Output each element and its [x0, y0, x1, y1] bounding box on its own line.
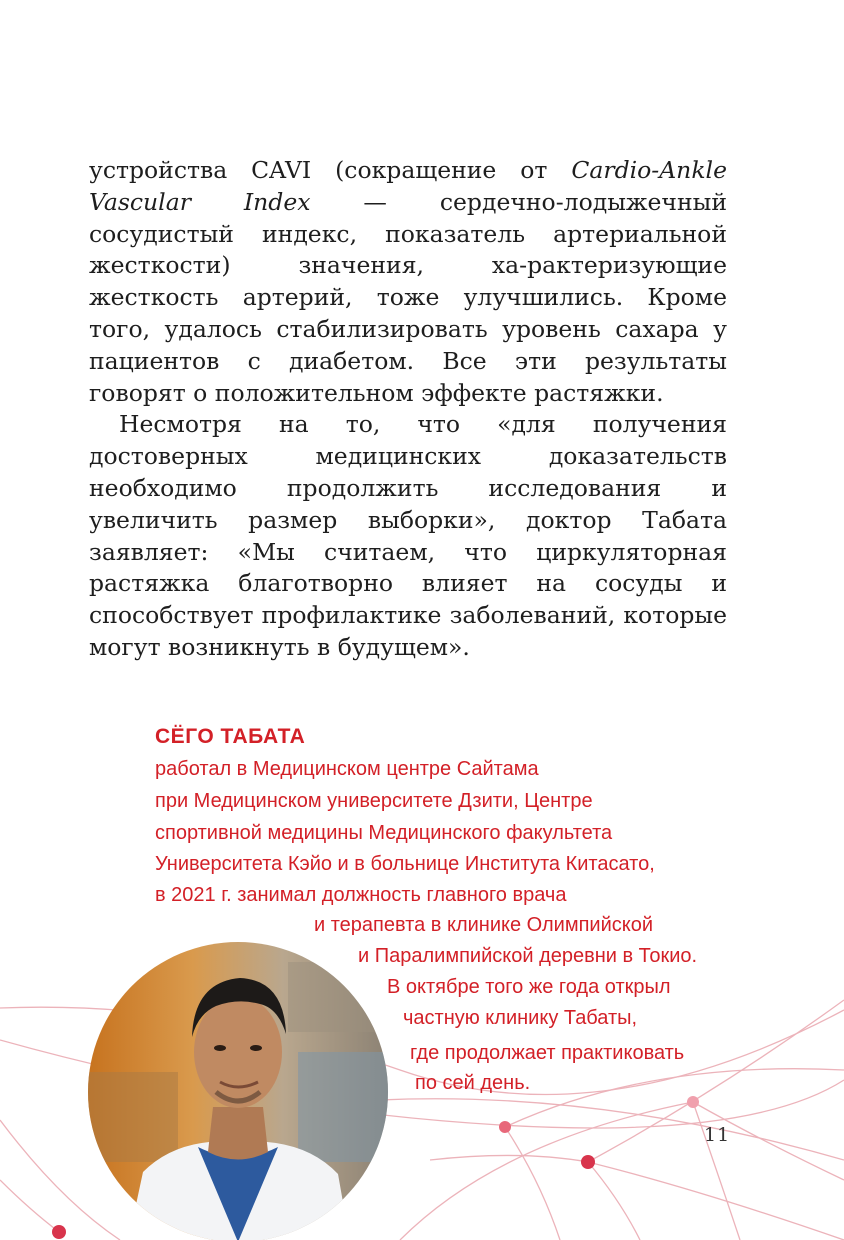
- bio-line: частную клинику Табаты,: [403, 1007, 638, 1029]
- bio-line: работал в Медицинском центре Сайтама: [155, 758, 539, 780]
- author-name: СЁГО ТАБАТА: [155, 725, 306, 748]
- author-photo: [88, 942, 388, 1240]
- bio-line: и терапевта в клинике Олимпийской: [314, 914, 654, 936]
- paragraph-2: Несмотря на то, что «для получения достоверных медицинских доказательств необходимо продолжить исследования и увеличить размер выборки», доктор Табата заявляет: «Мы считаем, что циркуляторная растяжка благотворно влияет на сосуды и способствует профилактике заболеваний, которые могут возникнуть в будущем».: [89, 410, 727, 661]
- italic-term: Cardio-Ankle Vascular Index: [89, 156, 727, 216]
- bio-line: где продолжает практиковать: [410, 1042, 685, 1064]
- page-number: 11: [704, 1124, 731, 1146]
- paragraph-1: устройства CAVI (сокращение от Cardio-Ankle Vascular Index — сердечно-лодыжечный сосудистый индекс, показатель артериальной жесткости) значения, ха-рактеризующие жесткость артерий, тоже улучшились. Кроме того, удалось стабилизировать уровень сахара у пациентов с диабетом. Все эти результаты говорят о положительном эффекте растяжки.: [89, 156, 727, 407]
- bio-line: В октябре того же года открыл: [387, 976, 671, 998]
- bio-line: в 2021 г. занимал должность главного врача: [155, 884, 567, 906]
- bio-line: при Медицинском университете Дзити, Центре: [155, 790, 593, 812]
- bio-line: Университета Кэйо и в больнице Института Китасато,: [155, 853, 655, 875]
- bio-line: и Паралимпийской деревни в Токио.: [358, 945, 698, 967]
- portrait-illustration: [88, 942, 388, 1240]
- bio-line: спортивной медицины Медицинского факультета: [155, 822, 613, 844]
- bio-line: по сей день.: [415, 1072, 531, 1094]
